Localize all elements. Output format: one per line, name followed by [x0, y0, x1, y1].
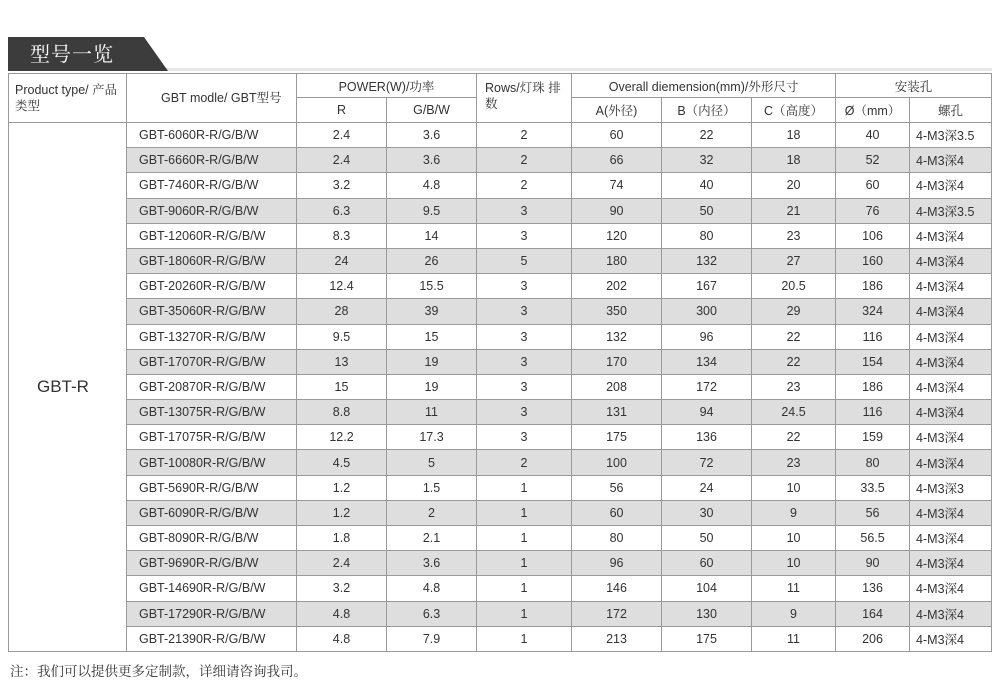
power-r-cell: 15 [297, 374, 387, 399]
dim-c-cell: 18 [752, 123, 836, 148]
model-cell: GBT-10080R-R/G/B/W [127, 450, 297, 475]
model-cell: GBT-9060R-R/G/B/W [127, 198, 297, 223]
power-gbw-cell: 17.3 [387, 425, 477, 450]
mount-screw-cell: 4-M3深4 [910, 425, 992, 450]
power-r-cell: 6.3 [297, 198, 387, 223]
dim-c-cell: 22 [752, 349, 836, 374]
model-cell: GBT-12060R-R/G/B/W [127, 223, 297, 248]
model-cell: GBT-6060R-R/G/B/W [127, 123, 297, 148]
model-cell: GBT-5690R-R/G/B/W [127, 475, 297, 500]
power-r-cell: 2.4 [297, 123, 387, 148]
model-cell: GBT-13075R-R/G/B/W [127, 400, 297, 425]
dim-a-cell: 170 [572, 349, 662, 374]
table-row [9, 500, 992, 525]
header-dim-a: A(外径) [572, 98, 662, 123]
rows-cell: 3 [477, 299, 572, 324]
dim-a-cell: 180 [572, 248, 662, 273]
dim-b-cell: 134 [662, 349, 752, 374]
power-r-cell: 4.5 [297, 450, 387, 475]
title-banner-shape [8, 37, 992, 71]
page-title: 型号一览 [30, 42, 114, 66]
mount-dia-cell: 206 [836, 626, 910, 651]
dim-a-cell: 175 [572, 425, 662, 450]
mount-screw-cell: 4-M3深4 [910, 551, 992, 576]
header-mount-dia: Ø（mm） [836, 98, 910, 123]
table-row [9, 173, 992, 198]
spec-table [8, 73, 992, 652]
power-gbw-cell: 4.8 [387, 576, 477, 601]
mount-dia-cell: 116 [836, 400, 910, 425]
mount-screw-cell: 4-M3深4 [910, 223, 992, 248]
table-row [9, 526, 992, 551]
power-r-cell: 2.4 [297, 551, 387, 576]
dim-c-cell: 10 [752, 526, 836, 551]
rows-cell: 2 [477, 123, 572, 148]
mount-dia-cell: 56.5 [836, 526, 910, 551]
header-power: POWER(W)/功率 [297, 74, 477, 98]
dim-b-cell: 167 [662, 274, 752, 299]
model-cell: GBT-35060R-R/G/B/W [127, 299, 297, 324]
mount-dia-cell: 52 [836, 148, 910, 173]
power-gbw-cell: 3.6 [387, 148, 477, 173]
mount-dia-cell: 56 [836, 500, 910, 525]
dim-b-cell: 22 [662, 123, 752, 148]
power-r-cell: 1.2 [297, 475, 387, 500]
mount-screw-cell: 4-M3深3 [910, 475, 992, 500]
mount-dia-cell: 40 [836, 123, 910, 148]
power-gbw-cell: 6.3 [387, 601, 477, 626]
dim-a-cell: 96 [572, 551, 662, 576]
dim-b-cell: 104 [662, 576, 752, 601]
dim-a-cell: 350 [572, 299, 662, 324]
power-r-cell: 3.2 [297, 576, 387, 601]
mount-screw-cell: 4-M3深4 [910, 173, 992, 198]
table-row [9, 349, 992, 374]
mount-dia-cell: 154 [836, 349, 910, 374]
model-cell: GBT-8090R-R/G/B/W [127, 526, 297, 551]
table-row [9, 223, 992, 248]
power-gbw-cell: 39 [387, 299, 477, 324]
mount-screw-cell: 4-M3深4 [910, 500, 992, 525]
model-cell: GBT-17075R-R/G/B/W [127, 425, 297, 450]
rows-cell: 1 [477, 551, 572, 576]
power-gbw-cell: 19 [387, 349, 477, 374]
header-dim-b: B（内径） [662, 98, 752, 123]
power-gbw-cell: 2 [387, 500, 477, 525]
mount-screw-cell: 4-M3深4 [910, 526, 992, 551]
table-row [9, 626, 992, 651]
mount-dia-cell: 76 [836, 198, 910, 223]
mount-dia-cell: 160 [836, 248, 910, 273]
model-cell: GBT-6090R-R/G/B/W [127, 500, 297, 525]
model-cell: GBT-20870R-R/G/B/W [127, 374, 297, 399]
dim-a-cell: 80 [572, 526, 662, 551]
dim-a-cell: 100 [572, 450, 662, 475]
mount-dia-cell: 80 [836, 450, 910, 475]
footnote: 注：我们可以提供更多定制款，详细请咨询我司。 [10, 664, 307, 680]
dim-a-cell: 56 [572, 475, 662, 500]
table-row [9, 123, 992, 148]
header-power-r: R [297, 98, 387, 123]
dim-c-cell: 10 [752, 551, 836, 576]
dim-b-cell: 94 [662, 400, 752, 425]
dim-c-cell: 23 [752, 223, 836, 248]
mount-screw-cell: 4-M3深4 [910, 248, 992, 273]
dim-c-cell: 29 [752, 299, 836, 324]
dim-c-cell: 11 [752, 626, 836, 651]
power-r-cell: 9.5 [297, 324, 387, 349]
dim-c-cell: 9 [752, 500, 836, 525]
dim-a-cell: 208 [572, 374, 662, 399]
power-r-cell: 4.8 [297, 626, 387, 651]
header-mount-screw: 螺孔 [910, 98, 992, 123]
power-gbw-cell: 3.6 [387, 123, 477, 148]
rows-cell: 3 [477, 198, 572, 223]
table-row [9, 198, 992, 223]
header-mount: 安装孔 [836, 74, 992, 98]
rows-cell: 2 [477, 148, 572, 173]
dim-b-cell: 50 [662, 526, 752, 551]
mount-screw-cell: 4-M3深4 [910, 349, 992, 374]
power-gbw-cell: 5 [387, 450, 477, 475]
header-model: GBT modle/ GBT型号 [127, 74, 297, 123]
dim-a-cell: 90 [572, 198, 662, 223]
mount-dia-cell: 186 [836, 374, 910, 399]
table-row [9, 400, 992, 425]
table-body [9, 123, 992, 652]
table-row [9, 274, 992, 299]
dim-c-cell: 23 [752, 450, 836, 475]
dim-c-cell: 10 [752, 475, 836, 500]
rows-cell: 1 [477, 475, 572, 500]
mount-screw-cell: 4-M3深4 [910, 148, 992, 173]
dim-a-cell: 202 [572, 274, 662, 299]
title-banner [8, 37, 992, 71]
dim-b-cell: 80 [662, 223, 752, 248]
dim-b-cell: 96 [662, 324, 752, 349]
dim-b-cell: 72 [662, 450, 752, 475]
model-cell: GBT-17070R-R/G/B/W [127, 349, 297, 374]
dim-c-cell: 9 [752, 601, 836, 626]
mount-dia-cell: 159 [836, 425, 910, 450]
dim-a-cell: 213 [572, 626, 662, 651]
table-row [9, 374, 992, 399]
power-r-cell: 1.2 [297, 500, 387, 525]
dim-b-cell: 130 [662, 601, 752, 626]
rows-cell: 3 [477, 425, 572, 450]
dim-a-cell: 132 [572, 324, 662, 349]
power-gbw-cell: 15 [387, 324, 477, 349]
power-r-cell: 4.8 [297, 601, 387, 626]
power-gbw-cell: 11 [387, 400, 477, 425]
dim-a-cell: 172 [572, 601, 662, 626]
power-r-cell: 12.2 [297, 425, 387, 450]
table-row [9, 299, 992, 324]
dim-b-cell: 30 [662, 500, 752, 525]
dim-c-cell: 20 [752, 173, 836, 198]
mount-screw-cell: 4-M3深4 [910, 450, 992, 475]
power-gbw-cell: 14 [387, 223, 477, 248]
model-cell: GBT-20260R-R/G/B/W [127, 274, 297, 299]
power-gbw-cell: 3.6 [387, 551, 477, 576]
mount-screw-cell: 4-M3深4 [910, 576, 992, 601]
mount-screw-cell: 4-M3深4 [910, 626, 992, 651]
power-r-cell: 12.4 [297, 274, 387, 299]
header-rows: Rows/灯珠 排数 [477, 74, 572, 123]
table-row [9, 551, 992, 576]
dim-b-cell: 24 [662, 475, 752, 500]
rows-cell: 1 [477, 601, 572, 626]
power-r-cell: 1.8 [297, 526, 387, 551]
power-r-cell: 8.8 [297, 400, 387, 425]
mount-dia-cell: 33.5 [836, 475, 910, 500]
header-product-type: Product type/ 产品类型 [9, 74, 127, 123]
table-row [9, 576, 992, 601]
mount-dia-cell: 106 [836, 223, 910, 248]
rows-cell: 3 [477, 374, 572, 399]
power-r-cell: 24 [297, 248, 387, 273]
dim-b-cell: 50 [662, 198, 752, 223]
table-row [9, 324, 992, 349]
dim-b-cell: 300 [662, 299, 752, 324]
dim-c-cell: 21 [752, 198, 836, 223]
dim-c-cell: 11 [752, 576, 836, 601]
rows-cell: 2 [477, 450, 572, 475]
dim-a-cell: 131 [572, 400, 662, 425]
dim-c-cell: 22 [752, 324, 836, 349]
dim-a-cell: 120 [572, 223, 662, 248]
model-cell: GBT-18060R-R/G/B/W [127, 248, 297, 273]
table-row [9, 450, 992, 475]
power-gbw-cell: 7.9 [387, 626, 477, 651]
rows-cell: 1 [477, 500, 572, 525]
rows-cell: 3 [477, 223, 572, 248]
mount-screw-cell: 4-M3深4 [910, 400, 992, 425]
dim-a-cell: 60 [572, 123, 662, 148]
table-row [9, 475, 992, 500]
table-row [9, 148, 992, 173]
mount-dia-cell: 164 [836, 601, 910, 626]
header-dim-c: C（高度） [752, 98, 836, 123]
dim-b-cell: 60 [662, 551, 752, 576]
rows-cell: 3 [477, 400, 572, 425]
dim-c-cell: 20.5 [752, 274, 836, 299]
mount-screw-cell: 4-M3深4 [910, 601, 992, 626]
dim-c-cell: 23 [752, 374, 836, 399]
model-cell: GBT-6660R-R/G/B/W [127, 148, 297, 173]
power-gbw-cell: 2.1 [387, 526, 477, 551]
table-row [9, 248, 992, 273]
table-row [9, 601, 992, 626]
dim-a-cell: 146 [572, 576, 662, 601]
dim-c-cell: 27 [752, 248, 836, 273]
power-gbw-cell: 9.5 [387, 198, 477, 223]
power-r-cell: 8.3 [297, 223, 387, 248]
rows-cell: 1 [477, 576, 572, 601]
model-cell: GBT-7460R-R/G/B/W [127, 173, 297, 198]
dim-a-cell: 74 [572, 173, 662, 198]
dim-b-cell: 172 [662, 374, 752, 399]
dim-b-cell: 40 [662, 173, 752, 198]
rows-cell: 1 [477, 526, 572, 551]
header-dimension: Overall diemension(mm)/外形尺寸 [572, 74, 836, 98]
power-r-cell: 13 [297, 349, 387, 374]
mount-dia-cell: 60 [836, 173, 910, 198]
model-cell: GBT-13270R-R/G/B/W [127, 324, 297, 349]
rows-cell: 3 [477, 349, 572, 374]
mount-dia-cell: 324 [836, 299, 910, 324]
mount-dia-cell: 116 [836, 324, 910, 349]
mount-screw-cell: 4-M3深4 [910, 374, 992, 399]
mount-screw-cell: 4-M3深3.5 [910, 123, 992, 148]
mount-screw-cell: 4-M3深4 [910, 274, 992, 299]
power-gbw-cell: 26 [387, 248, 477, 273]
power-gbw-cell: 15.5 [387, 274, 477, 299]
rows-cell: 5 [477, 248, 572, 273]
mount-screw-cell: 4-M3深3.5 [910, 198, 992, 223]
dim-b-cell: 136 [662, 425, 752, 450]
mount-screw-cell: 4-M3深4 [910, 299, 992, 324]
header-power-gbw: G/B/W [387, 98, 477, 123]
table-row [9, 425, 992, 450]
model-cell: GBT-21390R-R/G/B/W [127, 626, 297, 651]
dim-b-cell: 32 [662, 148, 752, 173]
dim-c-cell: 24.5 [752, 400, 836, 425]
mount-dia-cell: 186 [836, 274, 910, 299]
dim-a-cell: 66 [572, 148, 662, 173]
mount-dia-cell: 90 [836, 551, 910, 576]
mount-dia-cell: 136 [836, 576, 910, 601]
power-gbw-cell: 4.8 [387, 173, 477, 198]
dim-c-cell: 22 [752, 425, 836, 450]
model-cell: GBT-17290R-R/G/B/W [127, 601, 297, 626]
power-gbw-cell: 1.5 [387, 475, 477, 500]
model-cell: GBT-9690R-R/G/B/W [127, 551, 297, 576]
dim-c-cell: 18 [752, 148, 836, 173]
power-r-cell: 3.2 [297, 173, 387, 198]
power-gbw-cell: 19 [387, 374, 477, 399]
dim-b-cell: 175 [662, 626, 752, 651]
mount-screw-cell: 4-M3深4 [910, 324, 992, 349]
dim-b-cell: 132 [662, 248, 752, 273]
rows-cell: 3 [477, 274, 572, 299]
product-type-cell: GBT-R [9, 123, 127, 652]
rows-cell: 1 [477, 626, 572, 651]
dim-a-cell: 60 [572, 500, 662, 525]
power-r-cell: 28 [297, 299, 387, 324]
rows-cell: 3 [477, 324, 572, 349]
rows-cell: 2 [477, 173, 572, 198]
power-r-cell: 2.4 [297, 148, 387, 173]
model-cell: GBT-14690R-R/G/B/W [127, 576, 297, 601]
